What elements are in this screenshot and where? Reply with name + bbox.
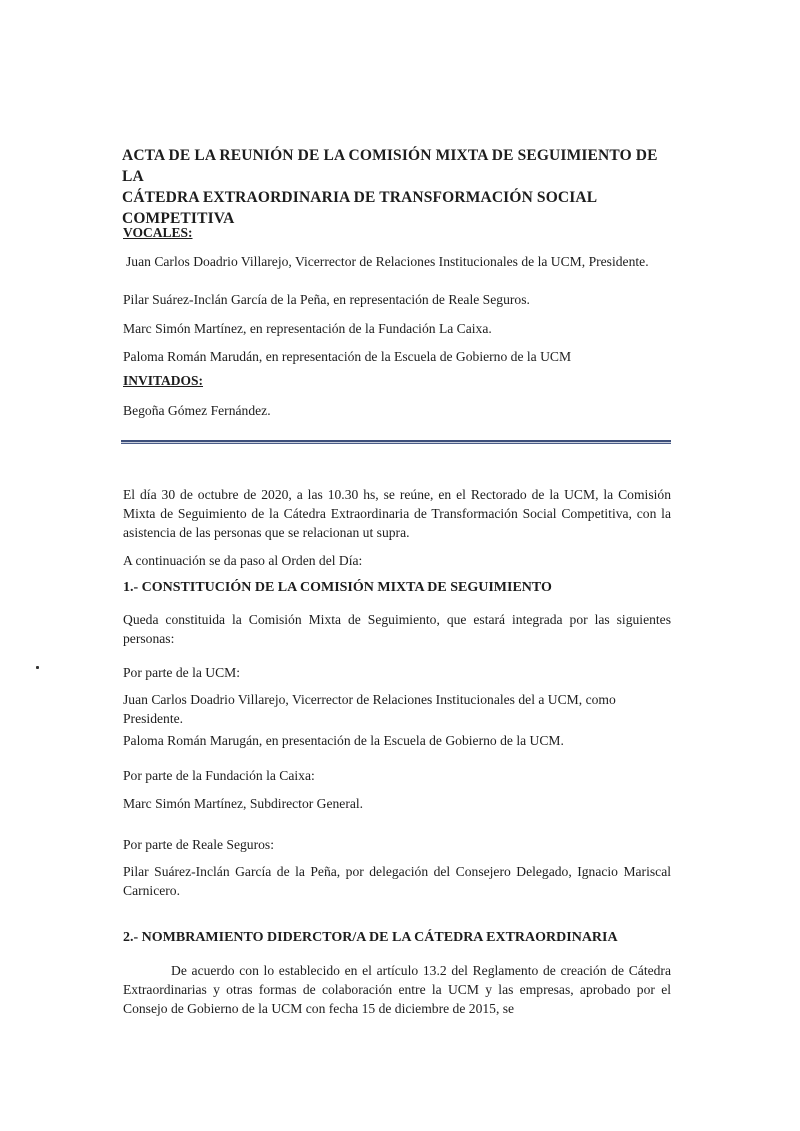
- vocal-item: Paloma Román Marudán, en representación de la Escuela de Gobierno de la UCM: [123, 349, 572, 364]
- group-label-reale: Por parte de Reale Seguros:: [123, 837, 274, 852]
- invitados-heading: INVITADOS:: [123, 373, 204, 388]
- document-title: [122, 145, 670, 229]
- group-label-caixa: Por parte de la Fundación la Caixa:: [123, 768, 315, 783]
- group-member: Pilar Suárez-Inclán García de la Peña, por delegación del Consejero Delegado, Ignacio Mariscal Carnicero.: [123, 864, 671, 898]
- title-line-2: CÁTEDRA EXTRAORDINARIA DE TRANSFORMACIÓN SOCIAL COMPETITIVA: [122, 189, 597, 227]
- scan-speck: [36, 666, 39, 669]
- section-1-heading: 1.- CONSTITUCIÓN DE LA COMISIÓN MIXTA DE SEGUIMIENTO: [123, 580, 552, 595]
- intro-paragraph: El día 30 de octubre de 2020, a las 10.30 hs, se reúne, en el Rectorado de la UCM, la Comisión Mixta de Seguimiento de la Cátedra Extraordinaria de Transformación Social Competitiva, con la asistencia de las personas que se relacionan ut supra.: [123, 487, 671, 540]
- title-line-1: ACTA DE LA REUNIÓN DE LA COMISIÓN MIXTA DE SEGUIMIENTO DE LA: [122, 147, 658, 185]
- invitado-item: Begoña Gómez Fernández.: [123, 403, 271, 418]
- section-2-paragraph: De acuerdo con lo establecido en el artículo 13.2 del Reglamento de creación de Cátedra Extraordinarias y otras formas de colaboración entre la UCM y las empresas, aprobado por el Consejo de Gobierno de la UCM con fecha 15 de diciembre de 2015, se: [123, 963, 671, 1016]
- orden-del-dia: A continuación se da paso al Orden del Día:: [123, 553, 363, 568]
- section-2-heading: 2.- NOMBRAMIENTO DIDERCTOR/A DE LA CÁTEDRA EXTRAORDINARIA: [123, 930, 618, 945]
- group-member: Marc Simón Martínez, Subdirector General.: [123, 796, 364, 811]
- section-1-paragraph: Queda constituida la Comisión Mixta de Seguimiento, que estará integrada por las siguientes personas:: [123, 612, 671, 646]
- vocales-heading: VOCALES:: [123, 225, 193, 240]
- vocal-item: Marc Simón Martínez, en representación de la Fundación La Caixa.: [123, 321, 492, 336]
- group-member: Paloma Román Marugán, en presentación de la Escuela de Gobierno de la UCM.: [123, 733, 564, 748]
- group-label-ucm: Por parte de la UCM:: [123, 665, 241, 680]
- horizontal-divider: [121, 440, 671, 444]
- group-member: Juan Carlos Doadrio Villarejo, Vicerrector de Relaciones Institucionales del a UCM, como Presidente.: [123, 692, 616, 726]
- vocal-item: Juan Carlos Doadrio Villarejo, Vicerrector de Relaciones Institucionales de la UCM, Presidente.: [126, 254, 649, 269]
- vocal-item: Pilar Suárez-Inclán García de la Peña, en representación de Reale Seguros.: [123, 292, 530, 307]
